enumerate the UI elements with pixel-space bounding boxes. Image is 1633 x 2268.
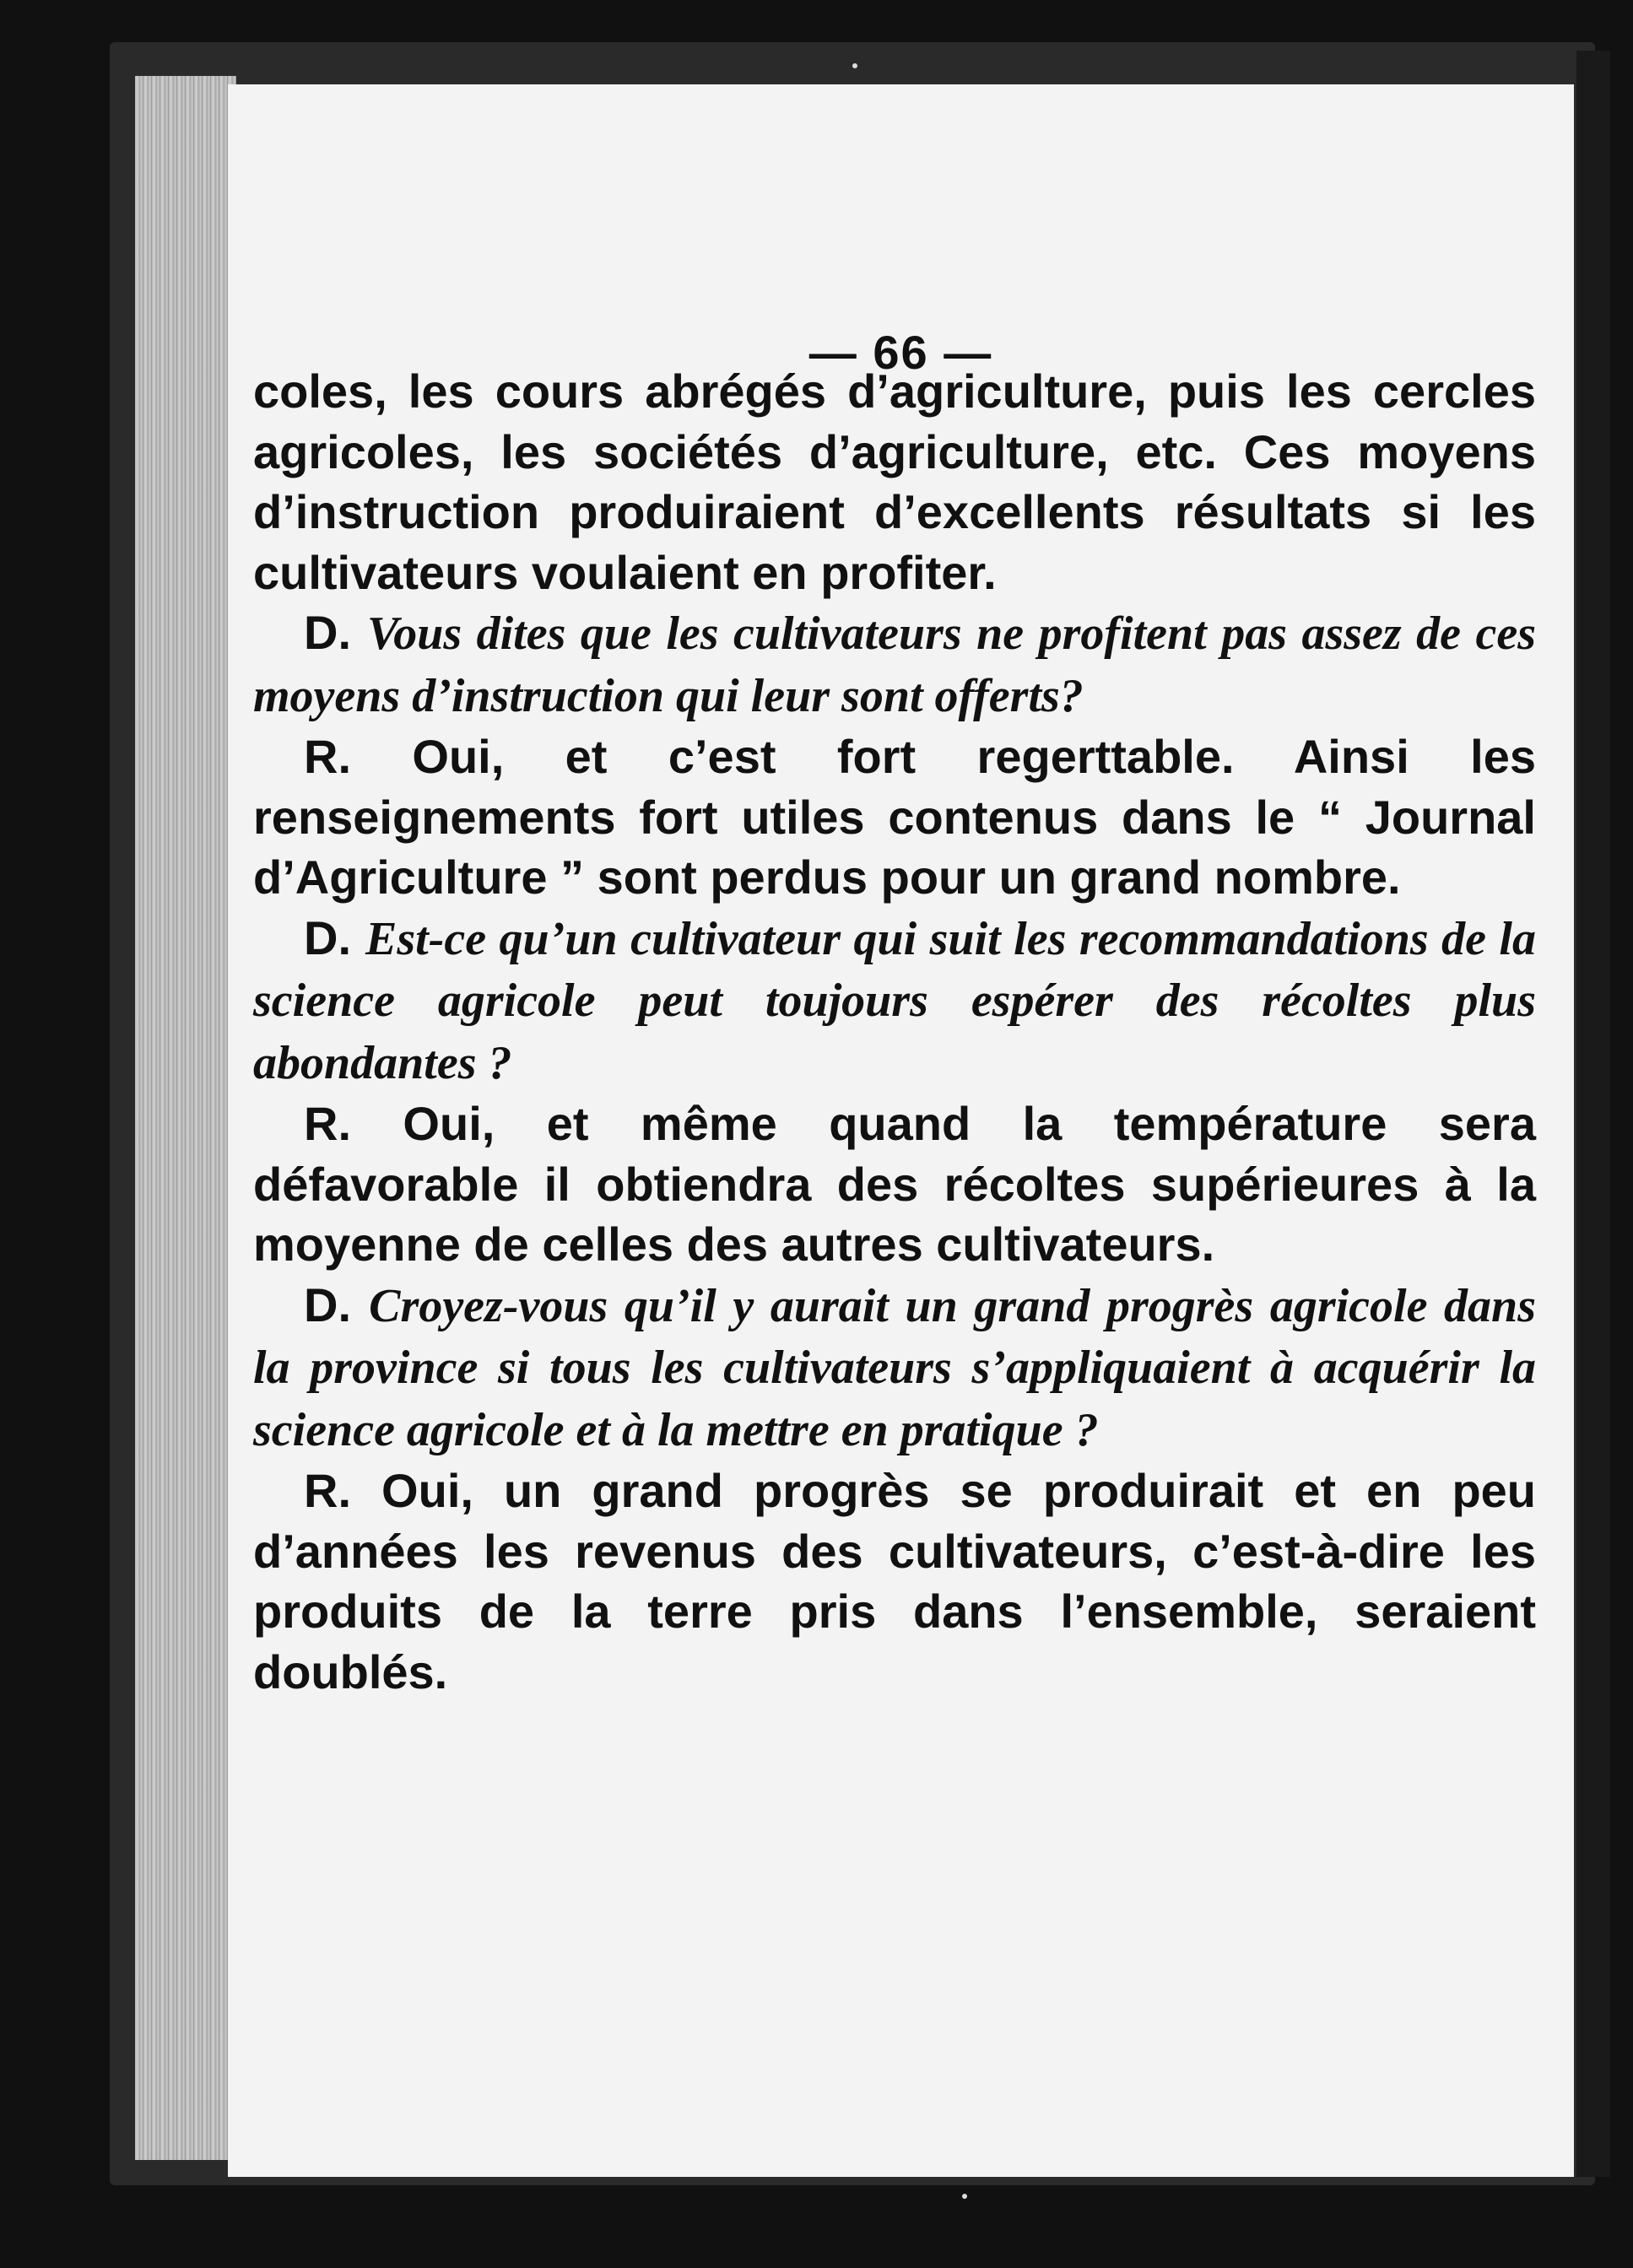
speaker-label: R. (304, 730, 351, 783)
scan-speck (962, 2194, 967, 2199)
paragraph-answer-continued (253, 361, 1536, 602)
question-text: Croyez-vous qu’il y aurait un grand progrès agricole dans la province si tous les cultivateurs s’appliquaient à acquérir la science agricole et à la mettre en pratique ? (253, 1279, 1536, 1456)
facing-page-edge (1576, 51, 1610, 2177)
answer-text: Oui, un grand progrès se produirait et en peu d’années les revenus des cultivateurs, c’est-à-dire les produits de la terre pris dans l’ensemble, seraient doublés. (253, 1464, 1537, 1698)
speaker-label: D. (304, 606, 351, 659)
scan-speck (852, 63, 857, 68)
speaker-label: D. (304, 910, 351, 964)
paragraph-question (253, 602, 1536, 726)
question-text: Est-ce qu’un cultivateur qui suit les recommandations de la science agricole peut toujours espérer des récoltes plus abondantes ? (253, 912, 1536, 1089)
speaker-label: R. (304, 1097, 351, 1150)
paragraph-answer (253, 726, 1536, 908)
paragraph-answer (253, 1461, 1536, 1702)
answer-text: Oui, et c’est fort regerttable. Ainsi les renseignements fort utiles contenus dans le “ Journal d’Agriculture ” sont perdus pour un grand nombre. (253, 730, 1536, 904)
page-number: — 66 — (808, 326, 993, 379)
speaker-label: D. (304, 1277, 351, 1331)
answer-text: Oui, et même quand la température sera défavorable il obtiendra des récoltes supérieures à la moyenne de celles des autres cultivateurs. (253, 1097, 1536, 1271)
paragraph-text: coles, les cours abrégés d’agriculture, puis les cercles agricoles, les sociétés d’agriculture, etc. Ces moyens d’instruction produiraient d’excellents résultats si les cultivateurs voulaient en profiter. (253, 364, 1536, 599)
paragraph-answer (253, 1094, 1536, 1275)
speaker-label: R. (304, 1464, 351, 1517)
page-text (253, 361, 1536, 1702)
question-text: Vous dites que les cultivateurs ne profitent pas assez de ces moyens d’instruction qui leur sont offerts? (253, 608, 1537, 722)
paragraph-question (253, 1275, 1536, 1461)
paragraph-question (253, 908, 1536, 1094)
page-edges (135, 76, 236, 2160)
